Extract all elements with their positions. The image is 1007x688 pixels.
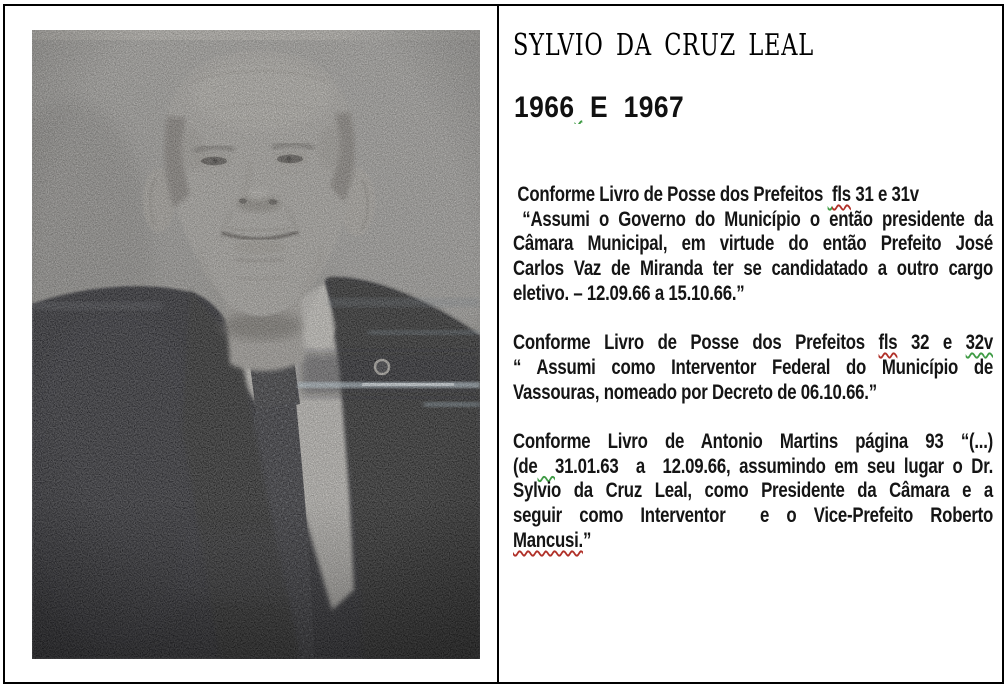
- grammar-green-underline: 32v: [965, 331, 993, 355]
- text-segment: eletivo. – 12.09.66 a 15.10.66.”: [513, 281, 745, 305]
- portrait-photo-graphic: [32, 30, 480, 659]
- spellcheck-red-underline: Mancusi.: [513, 528, 583, 552]
- text-segment: 31 e 31v: [850, 183, 919, 206]
- text-cell: [499, 6, 1002, 682]
- text-segment: Conforme Livro de Posse dos Prefeitos: [513, 331, 879, 355]
- text-segment: (de: [513, 454, 538, 478]
- photo-cell: [5, 6, 499, 682]
- spellcheck-red-underline: fls: [832, 183, 851, 206]
- text-segment: Carlos Vaz de Miranda ter se candidatado a outro cargo: [513, 257, 993, 281]
- text-line: [513, 232, 993, 257]
- scanned-document-page: [3, 4, 1004, 684]
- text-line: [513, 356, 993, 381]
- portrait-photo: [32, 30, 480, 659]
- text-line: [513, 504, 993, 529]
- paragraph: [513, 331, 993, 405]
- paragraph: [513, 430, 993, 554]
- text-line: [513, 257, 993, 282]
- page-subtitle: [514, 90, 684, 125]
- text-segment: Câmara Municipal, em virtude do então Prefeito José: [513, 232, 993, 256]
- text-segment: 31.01.63 a 12.09.66, assumindo em seu lugar o Dr.: [554, 454, 993, 478]
- text-line: [513, 208, 993, 233]
- text-segment: “Assumi o Governo do Município o então presidente da: [513, 207, 993, 231]
- text-segment: Conforme Livro de Posse dos Prefeitos: [513, 183, 828, 206]
- text-segment: Conforme Livro de Antonio Martins página 93 “(...): [513, 430, 993, 453]
- text-segment: E 1967: [582, 91, 685, 124]
- text-segment: “ Assumi como Interventor Federal do Município de: [513, 355, 993, 379]
- text-line: [513, 183, 993, 208]
- spellcheck-red-underline: fls: [878, 331, 898, 355]
- paragraph: [513, 183, 993, 307]
- text-segment: seguir como Interventor e o Vice-Prefeito Roberto: [513, 504, 993, 528]
- text-segment: 32 e: [897, 331, 966, 355]
- paragraphs: [513, 183, 993, 554]
- text-segment: 1966: [514, 91, 575, 124]
- text-line: [513, 331, 993, 356]
- text-line: [513, 381, 993, 406]
- grammar-green-underline: [575, 91, 583, 124]
- text-line: [513, 529, 993, 554]
- grammar-green-underline: [537, 455, 554, 478]
- text-line: [513, 430, 993, 455]
- text-segment: ”: [582, 528, 592, 552]
- text-line: [513, 455, 993, 480]
- text-line: [513, 282, 993, 307]
- text-segment: Sylvio da Cruz Leal, como Presidente da Câmara e a: [513, 479, 993, 503]
- text-segment: Vassouras, nomeado por Decreto de 06.10.66.”: [513, 380, 877, 404]
- text-line: [513, 479, 993, 504]
- page-title: SYLVIO DA CRUZ LEAL: [513, 28, 814, 63]
